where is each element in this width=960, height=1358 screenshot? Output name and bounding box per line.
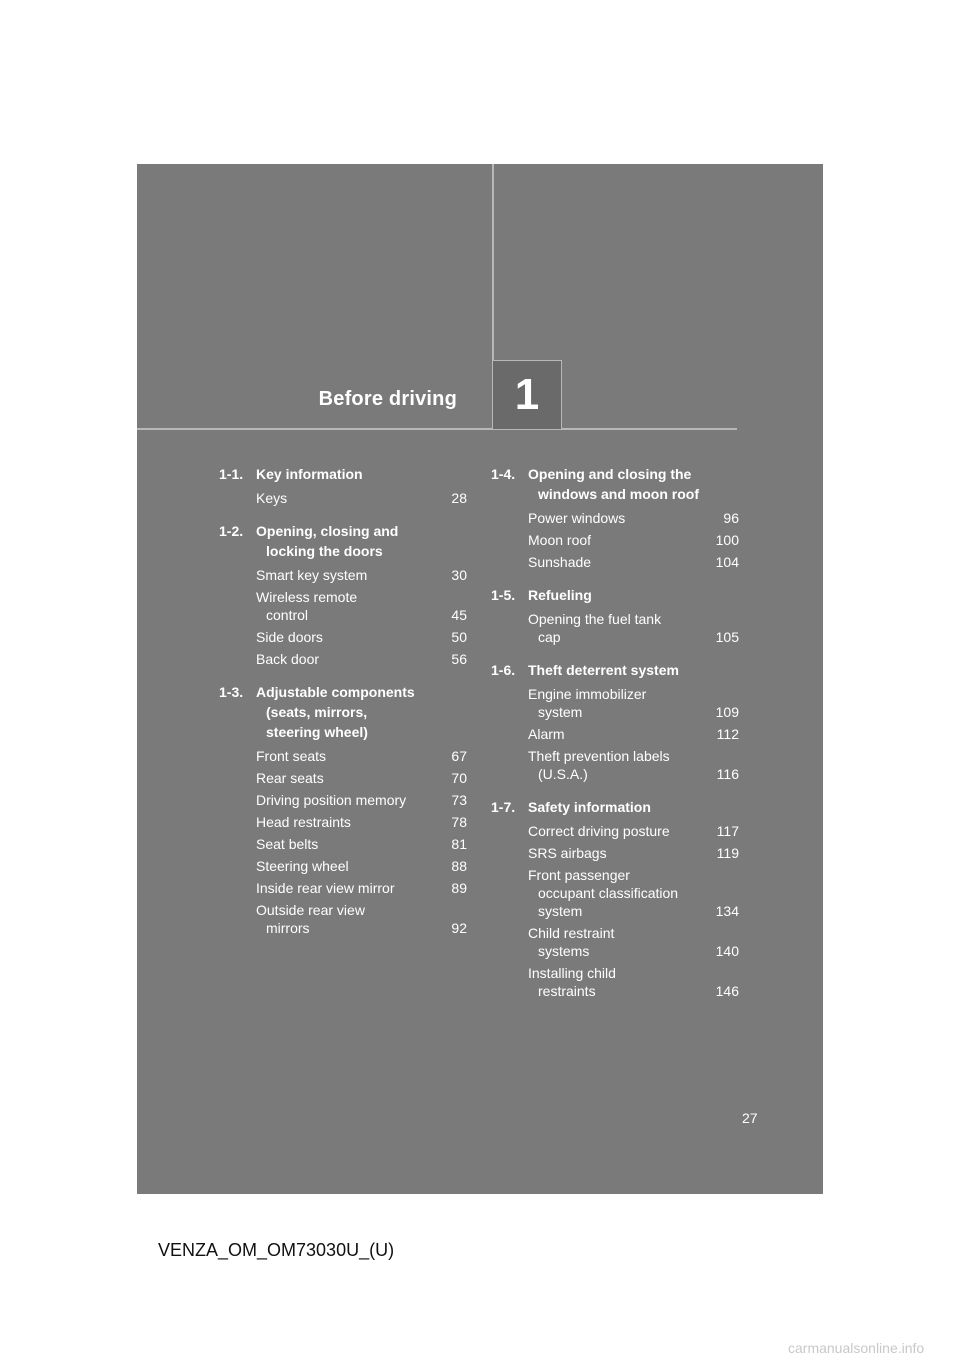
- toc-entry-label: Moon roof: [528, 532, 592, 548]
- toc-section: [219, 521, 467, 668]
- toc-section-title: Theft deterrent system: [528, 662, 679, 678]
- toc-column-left: [219, 464, 467, 951]
- toc-entry-label: Engine immobilizer system: [528, 686, 647, 720]
- toc-entry[interactable]: [219, 588, 467, 624]
- toc-entry-page: 104: [715, 554, 739, 570]
- toc-section-heading[interactable]: [491, 585, 739, 605]
- toc-entry[interactable]: [219, 566, 467, 584]
- toc-entry-label: Correct driving posture: [528, 823, 670, 839]
- content-panel: [137, 164, 823, 1194]
- toc-section: [491, 660, 739, 783]
- toc-entry-label: Rear seats: [256, 770, 324, 786]
- toc-section-number: 1-5.: [491, 587, 516, 603]
- section-title: Before driving: [318, 388, 457, 410]
- toc-entry-label: SRS airbags: [528, 845, 607, 861]
- page-number: 27: [742, 1110, 758, 1126]
- toc-entry-page: 105: [715, 629, 739, 645]
- toc-section-number: 1-3.: [219, 684, 244, 700]
- toc-entry-page: 109: [715, 704, 739, 720]
- toc-section: [219, 682, 467, 937]
- toc-entry[interactable]: [219, 628, 467, 646]
- toc-section-number: 1-4.: [491, 466, 516, 482]
- toc-entry[interactable]: [491, 822, 739, 840]
- toc-entry-label: Driving position memory: [256, 792, 407, 808]
- toc-entry-label: Side doors: [256, 629, 323, 645]
- toc-section: [491, 797, 739, 1000]
- toc-section-title: Refueling: [528, 587, 592, 603]
- toc-entry[interactable]: [491, 964, 739, 1000]
- toc-entry-label: Inside rear view mirror: [256, 880, 395, 896]
- toc-entry[interactable]: [219, 650, 467, 668]
- toc-entry-label: Front passenger occupant classification system: [528, 867, 679, 919]
- document-code: VENZA_OM_OM73030U_(U): [158, 1240, 395, 1260]
- toc-entry-label: Alarm: [528, 726, 565, 742]
- toc-section-heading[interactable]: [219, 464, 467, 484]
- toc-entry[interactable]: [491, 924, 739, 960]
- toc-entry-page: 28: [451, 490, 467, 506]
- toc-entry-label: Smart key system: [256, 567, 368, 583]
- toc-entry[interactable]: [491, 844, 739, 862]
- toc-section-heading[interactable]: [491, 464, 739, 504]
- toc-entry-page: 45: [451, 607, 467, 623]
- toc-entry[interactable]: [491, 685, 739, 721]
- toc-entry-page: 92: [451, 920, 467, 936]
- toc-entry-label: Seat belts: [256, 836, 319, 852]
- toc-entry-label: Outside rear view mirrors: [256, 902, 365, 936]
- toc-entry-label: Head restraints: [256, 814, 351, 830]
- toc-section-number: 1-1.: [219, 466, 244, 482]
- toc-entry[interactable]: [491, 725, 739, 743]
- divider-vertical: [492, 164, 494, 360]
- toc-section-number: 1-7.: [491, 799, 516, 815]
- toc-section-title: Opening and closing the windows and moon roof: [528, 466, 699, 502]
- toc-entry-label: Back door: [256, 651, 320, 667]
- toc-section-heading[interactable]: [219, 682, 467, 742]
- toc-section-title: Adjustable components (seats, mirrors, steering wheel): [256, 684, 415, 740]
- toc-entry-label: Power windows: [528, 510, 626, 526]
- toc-entry-page: 81: [451, 836, 467, 852]
- toc-section: [491, 464, 739, 571]
- toc-entry[interactable]: [219, 835, 467, 853]
- toc-entry[interactable]: [491, 531, 739, 549]
- chapter-number-box: [492, 360, 562, 430]
- toc-section-heading[interactable]: [219, 521, 467, 561]
- divider-horizontal: [137, 428, 737, 430]
- toc-section-title: Key information: [256, 466, 363, 482]
- toc-entry[interactable]: [219, 813, 467, 831]
- toc-entry[interactable]: [219, 901, 467, 937]
- toc-entry[interactable]: [491, 553, 739, 571]
- toc-entry-page: 56: [451, 651, 467, 667]
- toc-entry-page: 73: [451, 792, 467, 808]
- toc-entry[interactable]: [219, 489, 467, 507]
- toc-entry-page: 50: [451, 629, 467, 645]
- toc-entry-label: Keys: [256, 490, 288, 506]
- toc-entry[interactable]: [491, 509, 739, 527]
- toc-section-title: Safety information: [528, 799, 651, 815]
- toc-section-title: Opening, closing and locking the doors: [256, 523, 399, 559]
- toc-entry-page: 146: [715, 983, 739, 999]
- toc-entry[interactable]: [491, 747, 739, 783]
- toc-entry[interactable]: [219, 769, 467, 787]
- toc-entry-page: 88: [451, 858, 467, 874]
- toc-entry-page: 117: [716, 823, 739, 839]
- toc-column-right: [491, 464, 739, 1014]
- toc-entry-label: Child restraint systems: [528, 925, 615, 959]
- toc-entry[interactable]: [219, 747, 467, 765]
- toc-section-number: 1-6.: [491, 662, 516, 678]
- toc-entry-label: Steering wheel: [256, 858, 349, 874]
- toc-section: [219, 464, 467, 507]
- toc-section-heading[interactable]: [491, 660, 739, 680]
- toc-entry-page: 116: [716, 766, 739, 782]
- toc-entry[interactable]: [491, 610, 739, 646]
- toc-entry-label: Installing child restraints: [528, 965, 616, 999]
- toc-entry-page: 140: [715, 943, 739, 959]
- toc-entry-page: 119: [716, 845, 739, 861]
- watermark: carmanualsonline.info: [788, 1340, 925, 1356]
- toc-section-number: 1-2.: [219, 523, 244, 539]
- toc-entry-page: 112: [716, 726, 739, 742]
- toc-entry[interactable]: [219, 791, 467, 809]
- toc-section: [491, 585, 739, 646]
- toc-entry-page: 70: [451, 770, 467, 786]
- toc-entry-page: 78: [451, 814, 467, 830]
- toc-entry[interactable]: [219, 857, 467, 875]
- toc-entry-page: 30: [451, 567, 467, 583]
- toc-entry-page: 89: [451, 880, 467, 896]
- toc-entry-label: Wireless remote control: [256, 589, 358, 623]
- toc-entry-page: 134: [715, 903, 739, 919]
- toc-entry-page: 96: [723, 510, 739, 526]
- toc-entry-label: Sunshade: [528, 554, 592, 570]
- chapter-number: 1: [514, 370, 540, 419]
- toc-entry-label: Front seats: [256, 748, 327, 764]
- toc-entry-page: 67: [451, 748, 467, 764]
- toc-entry-label: Theft prevention labels (U.S.A.): [528, 748, 670, 782]
- toc-entry-label: Opening the fuel tank cap: [528, 611, 662, 645]
- toc-section-heading[interactable]: [491, 797, 739, 817]
- toc-entry-page: 100: [715, 532, 739, 548]
- toc-entry[interactable]: [491, 866, 739, 920]
- toc-entry[interactable]: [219, 879, 467, 897]
